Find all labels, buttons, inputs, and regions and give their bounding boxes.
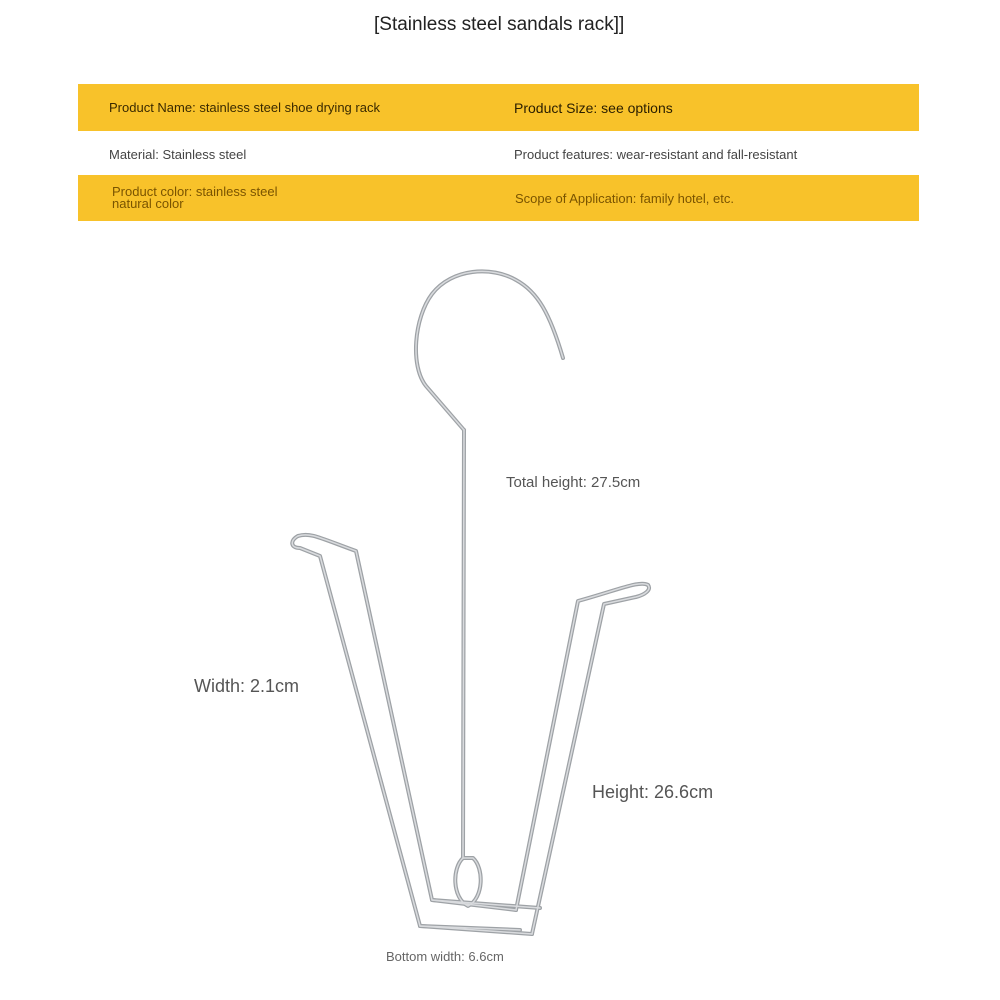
color-text: Product color: stainless steel natural color (112, 184, 278, 211)
total-height-label: Total height: 27.5cm (506, 474, 641, 491)
features-text: Product features: wear-resistant and fall-resistant (514, 147, 798, 162)
bottom-width-label: Bottom width: 6.6cm (386, 949, 504, 964)
product-name-text: Product Name: stainless steel shoe drying rack (109, 100, 380, 115)
scope-text: Scope of Application: family hotel, etc. (515, 191, 734, 206)
material-text: Material: Stainless steel (109, 147, 247, 162)
product-size-text: Product Size: see options (514, 100, 673, 116)
width-label: Width: 2.1cm (194, 676, 300, 696)
page-title: [Stainless steel sandals rack]] (374, 14, 625, 35)
height-label: Height: 26.6cm (592, 782, 714, 802)
